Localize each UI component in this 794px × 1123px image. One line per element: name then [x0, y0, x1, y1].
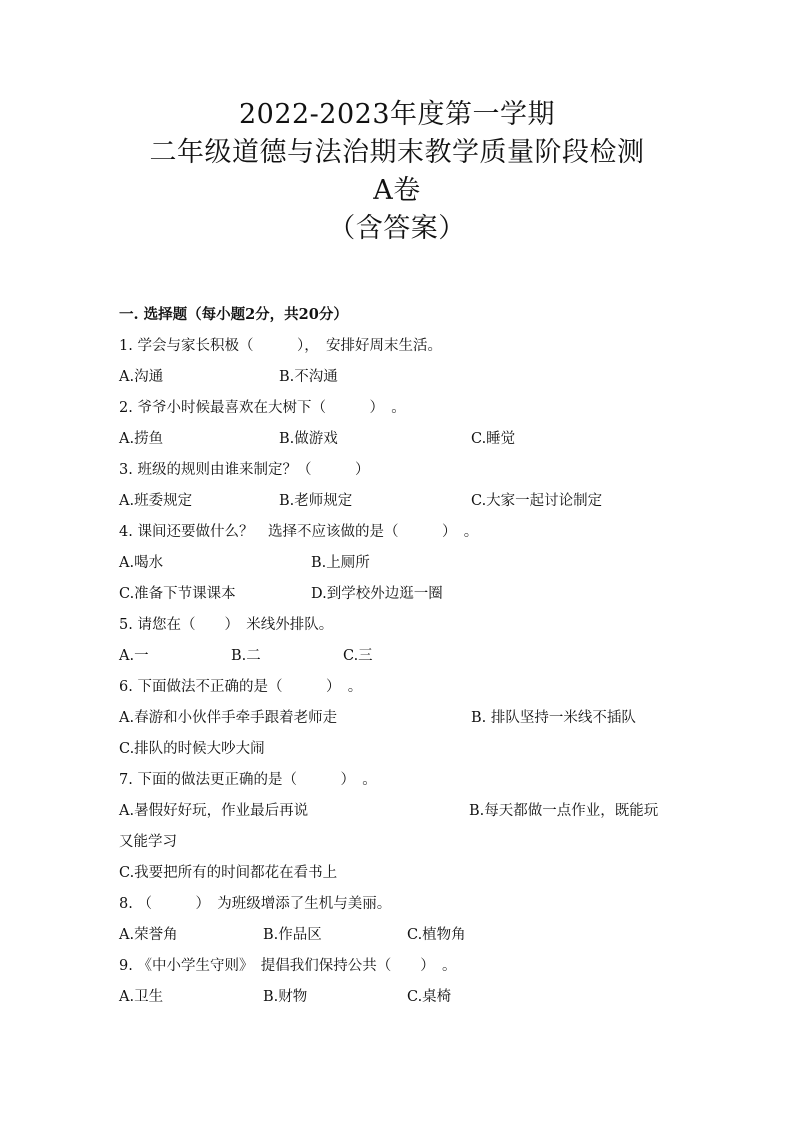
option-a: A.沟通	[119, 369, 164, 385]
option-a: A.暑假好好玩，作业最后再说	[119, 803, 309, 819]
option-c: C.大家一起讨论制定	[471, 493, 603, 509]
option-a: A.班委规定	[119, 493, 193, 509]
option-a: A.卫生	[119, 989, 164, 1005]
exam-title	[0, 96, 794, 248]
question-7-options-row-3	[119, 862, 719, 893]
option-a: A.一	[119, 648, 149, 664]
option-b: B.二	[231, 648, 261, 664]
title-line-2: 二年级道德与法治期末教学质量阶段检测	[149, 137, 645, 168]
question-1: 1. 学会与家长积极（ ）， 安排好周末生活。	[119, 338, 442, 354]
question-8-options	[119, 924, 719, 955]
question-4-options-row-1	[119, 552, 719, 583]
question-8: 8. （ ） 为班级增添了生机与美丽。	[119, 896, 392, 912]
option-b: B.老师规定	[279, 493, 353, 509]
option-b: B.做游戏	[279, 431, 338, 447]
option-c: C.桌椅	[407, 989, 452, 1005]
question-7-options-row-1	[119, 800, 719, 831]
question-6-options-row-2	[119, 738, 719, 769]
option-b: B.作品区	[263, 927, 322, 943]
option-c: C.排队的时候大吵大闹	[119, 741, 265, 757]
option-c: C.我要把所有的时间都花在看书上	[119, 865, 338, 881]
title-line-4: （含答案）	[328, 213, 466, 244]
question-7-options-row-2	[119, 831, 719, 862]
question-1-options	[119, 366, 719, 397]
question-5-options	[119, 645, 719, 676]
question-2-options	[119, 428, 719, 459]
option-a: A.喝水	[119, 555, 164, 571]
question-9: 9. 《中小学生守则》 提倡我们保持公共（ ） 。	[119, 958, 457, 974]
title-line-3: A卷	[373, 175, 421, 206]
question-6: 6. 下面做法不正确的是（ ） 。	[119, 679, 363, 695]
question-5: 5. 请您在（ ） 米线外排队。	[119, 617, 334, 633]
option-a: A.荣誉角	[119, 927, 178, 943]
option-b: B.上厕所	[311, 555, 370, 571]
question-3: 3. 班级的规则由谁来制定？（ ）	[119, 462, 370, 478]
option-b: B.财物	[263, 989, 308, 1005]
question-4-options-row-2	[119, 583, 719, 614]
question-7: 7. 下面的做法更正确的是（ ） 。	[119, 772, 377, 788]
option-c: C.三	[343, 648, 373, 664]
option-d: D.到学校外边逛一圈	[311, 586, 443, 602]
option-a: A.捞鱼	[119, 431, 164, 447]
question-9-options	[119, 986, 719, 1017]
multiple-choice-section	[119, 304, 719, 1017]
option-b-continued: 又能学习	[119, 834, 177, 850]
option-b: B.每天都做一点作业，既能玩	[469, 803, 659, 819]
question-6-options-row-1	[119, 707, 719, 738]
option-c: C.睡觉	[471, 431, 516, 447]
option-c: C.准备下节课课本	[119, 586, 236, 602]
section-header: 一. 选择题（每小题2分，共20分）	[119, 306, 348, 323]
title-line-1: 2022-2023年度第一学期	[238, 99, 556, 130]
option-a: A.春游和小伙伴手牵手跟着老师走	[119, 710, 338, 726]
question-2: 2. 爷爷小时候最喜欢在大树下（ ） 。	[119, 400, 406, 416]
option-b: B.不沟通	[279, 369, 338, 385]
question-4: 4. 课间还要做什么？ 选择不应该做的是（ ） 。	[119, 524, 479, 540]
option-c: C.植物角	[407, 927, 466, 943]
question-3-options	[119, 490, 719, 521]
option-b: B. 排队坚持一米线不插队	[471, 710, 636, 726]
